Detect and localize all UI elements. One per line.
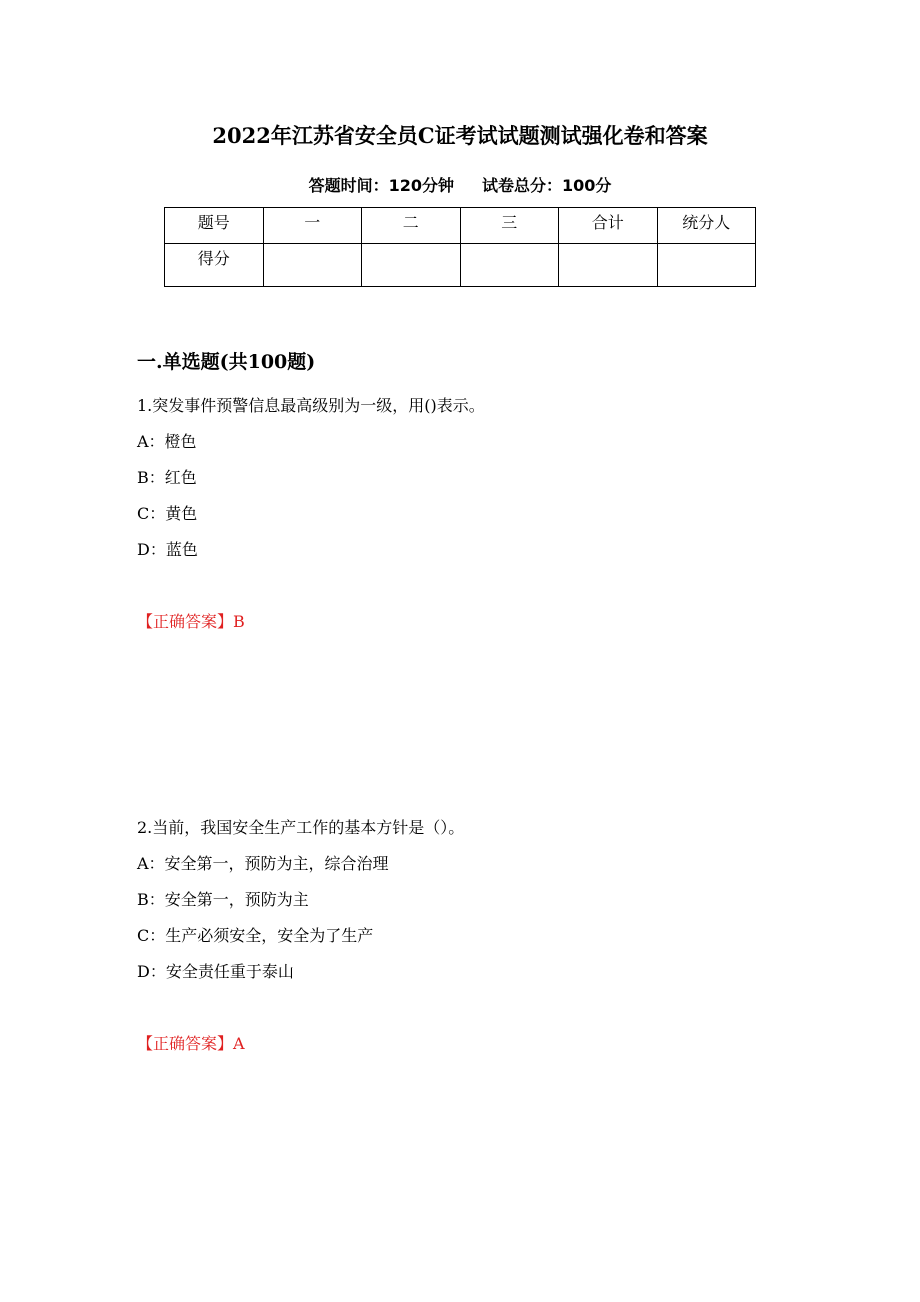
document-title: 2022年江苏省安全员C证考试试题测试强化卷和答案	[212, 123, 708, 148]
question-option: C：生产必须安全，安全为了生产	[137, 926, 374, 945]
question-option: A：安全第一，预防为主，综合治理	[137, 854, 389, 873]
score-row-label: 得分	[165, 244, 264, 287]
exam-time: 答题时间：120分钟	[308, 176, 454, 195]
score-table-score-row	[165, 244, 756, 287]
question-option: D：安全责任重于泰山	[137, 962, 294, 981]
score-table-header-cell: 二	[362, 208, 461, 244]
score-cell	[559, 244, 658, 287]
question-stem: 1.突发事件预警信息最高级别为一级，用()表示。	[137, 396, 485, 415]
correct-answer: 【正确答案】B	[137, 612, 245, 631]
score-table-header-row	[165, 208, 756, 244]
question-option: B：红色	[137, 468, 197, 487]
score-cell	[362, 244, 461, 287]
score-table	[164, 207, 756, 287]
question-option: C：黄色	[137, 504, 198, 523]
question-option: D：蓝色	[137, 540, 198, 559]
question-stem: 2.当前，我国安全生产工作的基本方针是（）。	[137, 818, 465, 837]
question-option: B：安全第一，预防为主	[137, 890, 309, 909]
score-table-header-cell: 题号	[165, 208, 264, 244]
score-table-header-cell: 三	[460, 208, 559, 244]
total-score: 试卷总分：100分	[482, 176, 612, 195]
exam-meta	[0, 173, 920, 196]
correct-answer: 【正确答案】A	[137, 1034, 245, 1053]
score-table-header-cell: 一	[263, 208, 362, 244]
score-table-header-cell: 合计	[559, 208, 658, 244]
score-cell	[657, 244, 756, 287]
question-option: A：橙色	[137, 432, 197, 451]
score-table-header-cell: 统分人	[657, 208, 756, 244]
score-cell	[460, 244, 559, 287]
score-cell	[263, 244, 362, 287]
section-heading: 一.单选题(共100题)	[137, 351, 316, 373]
